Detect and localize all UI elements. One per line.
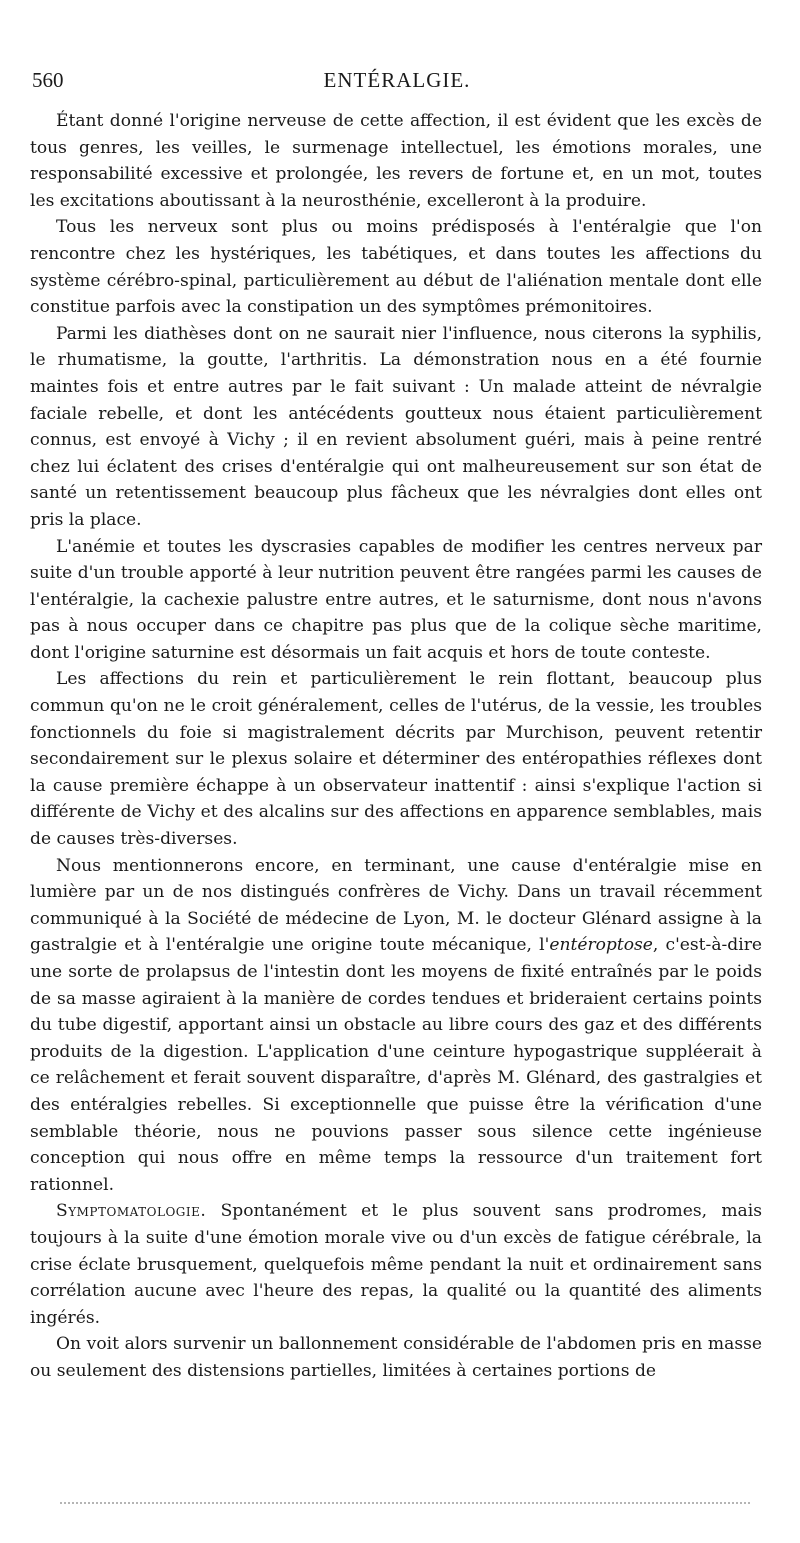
paragraph-anemie: L'anémie et toutes les dyscrasies capables de modifier les centres nerveux par suite d'un trouble apporté à leur nutrition peuvent être rangées parmi les causes de l'entéralgie, la cachexie palustre entre autres, et le saturnisme, dont nous n'avons pas à nous occuper dans ce chapitre pas plus que de la colique sèche maritime, dont l'origine saturnine est désormais un fait acquis et hors de toute conteste. — [30, 536, 762, 663]
paragraph-causes-nerveuses: Étant donné l'origine nerveuse de cette affection, il est évident que les excès de tous genres, les veilles, le surmenage intellectuel, les émotions morales, une responsabilité excessive et prolongée, les revers de fortune et, en un mot, toutes les excitations aboutissant à la neurosthénie, excelleront à la produire. — [30, 111, 762, 211]
paragraph-predisposition: Tous les nerveux sont plus ou moins prédisposés à l'entéralgie que l'on rencontre chez les hystériques, les tabétiques, et dans toutes les affections du système cérébro-spinal, particulièrement au début de l'aliénation mentale dont elle constitue parfois avec la constipation un des symptômes prémonitoires. — [30, 217, 762, 318]
scan-bottom-dots — [60, 1502, 750, 1508]
enteroptose-text-after: , c'est-à-dire une sorte de prolapsus de l'intestin dont les moyens de fixité entraînés par le poids de sa masse agiraient à la manière de cordes tendues et brideraient certains points du tube digestif, apportant ainsi un obstacle au libre cours des gaz et des différents produits de la digestion. L'application d'une ceinture hypogastrique suppléerait à ce relâchement et ferait souvent disparaître, d'après M. Glénard, des gastralgies et des entéralgies rebelles. Si exceptionnelle que puisse être la vérification d'une semblable théorie, nous ne pouvions passer sous silence cette ingénieuse conception qui nous offre en même temps la ressource d'un traitement fort rationnel. — [30, 935, 762, 1195]
paragraph-symptomatologie — [30, 1198, 762, 1331]
section-heading-symptomatologie: Symptomatologie. — [56, 1201, 207, 1222]
body-text — [30, 108, 762, 1385]
paragraph-ballonnement: On voit alors survenir un ballonnement considérable de l'abdomen pris en masse ou seulement des distensions partielles, limitées à certaines portions de — [30, 1334, 762, 1381]
enteroptose-term: entéroptose — [549, 935, 653, 956]
paragraph-diatheses: Parmi les diathèses dont on ne saurait nier l'influence, nous citerons la syphilis, le rhumatisme, la goutte, l'arthritis. La démonstration nous en a été fournie maintes fois et entre autres par le fait suivant : Un malade atteint de névralgie faciale rebelle, et dont les antécédents goutteux nous étaient particulièrement connus, est envoyé à Vichy ; il en revient absolument guéri, mais à peine rentré chez lui éclatent des crises d'entéralgie qui ont malheureusement sur son état de santé un retentissement beaucoup plus fâcheux que les névralgies dont elles ont pris la place. — [30, 323, 762, 530]
enteroptose-text-before: Nous mentionnerons encore, en terminant, une cause d'entéralgie mise en lumière par un de nos distingués confrères de Vichy. Dans un travail récemment communiqué à la Société de médecine de Lyon, M. le docteur Glénard assigne à la gastralgie et à l'entéralgie une origine toute mécanique, l' — [30, 855, 762, 956]
paragraph-enteroptose — [30, 853, 762, 1199]
page-number: 560 — [32, 68, 64, 92]
symptomatologie-text: Spontanément et le plus souvent sans prodromes, mais toujours à la suite d'une émotion morale vive ou d'un excès de fatigue cérébrale, la crise éclate brusquement, quelquefois même pendant la nuit et ordinairement sans corrélation aucune avec l'heure des repas, la qualité ou la quantité des aliments ingérés. — [30, 1201, 762, 1328]
running-title: ENTÉRALGIE. — [323, 68, 471, 92]
paragraph-affections-rein: Les affections du rein et particulièrement le rein flottant, beaucoup plus commun qu'on ne le croit généralement, celles de l'utérus, de la vessie, les troubles fonctionnels du foie si magistralement décrits par Murchison, peuvent retentir secondairement sur le plexus solaire et déterminer des entéropathies réflexes dont la cause première échappe à un observateur inattentif : ainsi s'explique l'action si différente de Vichy et des alcalins sur des affections en apparence semblables, mais de causes très-diverses. — [30, 669, 762, 850]
page-header — [32, 68, 762, 98]
